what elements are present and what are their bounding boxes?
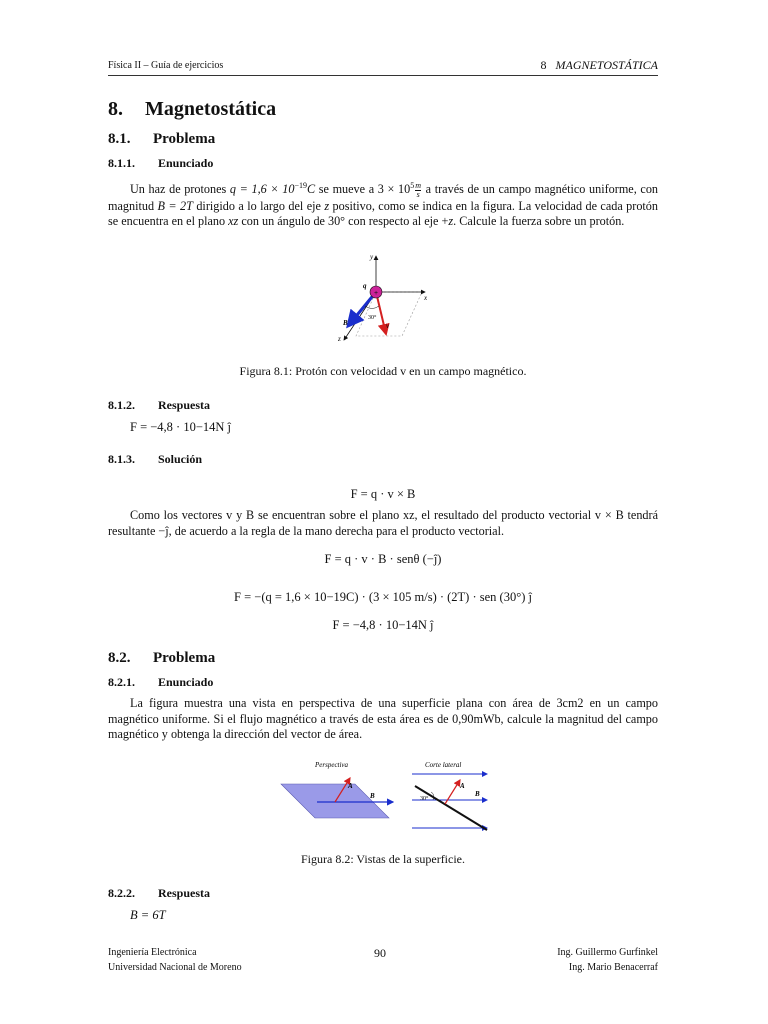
- subsection-title: Solución: [158, 452, 203, 466]
- solution-equation-substitution: F = −(q = 1,6 × 10−19C) · (3 × 105 m/s) · (2T) · sen (30°) ĵ: [234, 590, 532, 604]
- axis-name: z: [448, 214, 454, 229]
- section-number: 8.2.: [108, 650, 131, 666]
- subsection-heading-8-1-3: [108, 452, 202, 467]
- chapter-number: 8.: [108, 98, 123, 120]
- subsection-title: Enunciado: [158, 156, 214, 170]
- section-heading-8-1: [108, 131, 215, 148]
- chapter-title: [108, 98, 276, 121]
- solution-equation-result: F = −4,8 · 10−14N ĵ: [332, 618, 434, 632]
- text-run: Un haz de protones: [130, 182, 230, 197]
- text-run: dirigido a lo largo del eje: [192, 198, 325, 213]
- subsection-number: 8.1.1.: [108, 156, 135, 170]
- charge-exponent: −19: [294, 181, 307, 190]
- label-angle: 30°: [368, 315, 377, 321]
- footer-left-line-1: Ingeniería Electrónica: [108, 947, 197, 958]
- figure-8-1-proton-diagram: [330, 248, 440, 348]
- running-header-right: [541, 58, 658, 73]
- header-rule: [108, 75, 658, 76]
- section-number: 8.1.: [108, 131, 131, 147]
- subsection-heading-8-1-1: [108, 156, 213, 171]
- perspective-title: Perspectiva: [315, 761, 349, 769]
- solution-equation-force: F = q · v × B: [350, 487, 416, 501]
- header-chapter-number: 8: [540, 58, 547, 72]
- solution-equation-magnitude: F = q · v · B · senθ (−ĵ): [324, 552, 442, 566]
- section-heading-8-2: [108, 650, 215, 667]
- text-run: a través de un campo magnético uniforme, con magnitud: [108, 182, 659, 213]
- label-q: q: [363, 282, 367, 290]
- label-x: x: [424, 294, 428, 302]
- subsection-title: Respuesta: [158, 398, 211, 412]
- label-z: z: [338, 335, 341, 343]
- subsection-number: 8.2.1.: [108, 675, 135, 689]
- subsection-heading-8-1-2: [108, 398, 210, 413]
- page-number: 90: [374, 946, 386, 960]
- figure-8-2-caption: Figura 8.2: Vistas de la superficie.: [300, 852, 466, 866]
- header-chapter-title: MAGNETOSTÁTICA: [555, 58, 658, 72]
- label-b-perspective: B: [370, 792, 375, 800]
- text-run: . Calcule la fuerza sobre un protón.: [453, 214, 625, 229]
- answer-8-1: F = −4,8 · 10−14N ĵ: [130, 420, 232, 434]
- solution-paragraph: [108, 508, 658, 539]
- label-angle-lateral: 30°: [420, 796, 429, 802]
- label-a-lateral: A: [460, 782, 465, 790]
- chapter-title-text: Magnetostática: [145, 98, 277, 120]
- label-y: y: [370, 253, 374, 261]
- lateral-cut-title: Corte lateral: [425, 761, 462, 769]
- section-title: Problema: [153, 650, 216, 666]
- subsection-number: 8.1.3.: [108, 452, 135, 466]
- subsection-number: 8.2.2.: [108, 886, 135, 900]
- solution-text: Como los vectores v y B se encuentran sobre el plano xz, el resultado del producto vectorial v × B tendrá resultante −ĵ, de acuerdo a la regla de la mano derecha para el producto vectorial.: [108, 508, 658, 538]
- running-header-left: Física II – Guía de ejercicios: [108, 60, 224, 71]
- figure-8-2-surface-views: [275, 758, 490, 838]
- velocity-unit-fraction: [415, 182, 421, 199]
- footer-right-line-1: Ing. Guillermo Gurfinkel: [557, 947, 658, 958]
- subsection-heading-8-2-1: [108, 675, 213, 690]
- subsection-number: 8.1.2.: [108, 398, 135, 412]
- axis-name: z: [324, 198, 330, 213]
- subsection-title: Enunciado: [158, 675, 214, 689]
- velocity-exponent: 5: [410, 181, 415, 190]
- label-a-perspective: A: [348, 782, 353, 790]
- charge-expression: q = 1,6 × 10: [229, 182, 295, 197]
- footer-right-line-2: Ing. Mario Benacerraf: [568, 962, 658, 973]
- label-b-lateral: B: [475, 790, 480, 798]
- label-b: B: [343, 319, 348, 327]
- text-run: se mueve a: [315, 182, 378, 197]
- problem-statement-8-2: [108, 696, 658, 743]
- proton-plus-sign: +: [373, 290, 379, 297]
- problem-statement-8-1: [108, 178, 658, 230]
- footer-left-line-2: Universidad Nacional de Moreno: [108, 962, 242, 973]
- section-title: Problema: [153, 131, 216, 147]
- field-expression: B = 2T: [157, 198, 193, 213]
- plane-name: xz: [228, 214, 239, 229]
- figure-8-1-caption: Figura 8.1: Protón con velocidad v en un campo magnético.: [239, 364, 527, 378]
- text-run: con un ángulo de 30° con respecto al eje +: [238, 214, 449, 229]
- unit-numerator: m: [415, 180, 422, 190]
- answer-8-2: B = 6T: [130, 908, 166, 922]
- charge-unit: C: [306, 182, 316, 197]
- subsection-heading-8-2-2: [108, 886, 210, 901]
- text-run: positivo, como se indica en la figura. La velocidad de cada protón se encuentra en el plano: [108, 198, 658, 229]
- angle-arc: [365, 306, 379, 309]
- subsection-title: Respuesta: [158, 886, 211, 900]
- label-v: v: [386, 322, 390, 330]
- problem-text: La figura muestra una vista en perspectiva de una superficie plana con área de 3cm2 en un campo magnético uniforme. Si el flujo magnético a través de esta área es de 0,90mWb, calcule la magnitud del campo magnético y obtenga la dirección del vector de área.: [108, 696, 658, 741]
- velocity-vector: [373, 290, 386, 334]
- velocity-expression: 3 × 10: [377, 182, 411, 197]
- unit-denominator: s: [416, 189, 420, 199]
